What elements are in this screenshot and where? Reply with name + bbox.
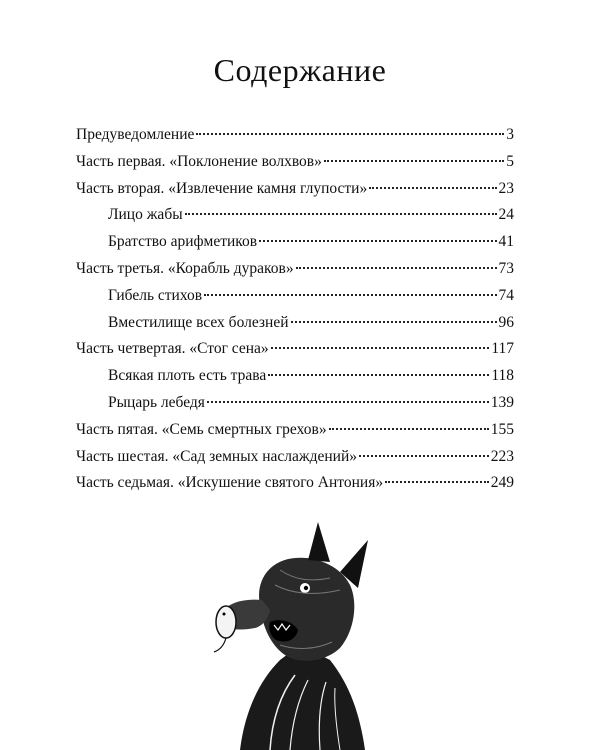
toc-entry-label: Часть первая. «Поклонение волхвов» (76, 152, 322, 170)
toc-entry-page: 23 (498, 179, 514, 197)
toc-entry-page: 73 (498, 259, 514, 277)
toc-leader-dots (329, 428, 489, 430)
toc-subentry[interactable] (76, 363, 514, 390)
toc-leader-dots (385, 481, 489, 483)
toc-entry[interactable] (76, 122, 514, 149)
toc-entry-page: 41 (498, 233, 514, 251)
toc-entry[interactable] (76, 444, 514, 471)
toc-entry[interactable] (76, 336, 514, 363)
toc-leader-dots (259, 240, 496, 242)
toc-leader-dots (207, 401, 489, 403)
toc-entry-label: Гибель стихов (108, 286, 203, 304)
toc-entry-page: 118 (491, 367, 514, 385)
toc-entry[interactable] (76, 417, 514, 444)
toc-leader-dots (185, 213, 497, 215)
creature-robe (240, 645, 365, 750)
toc-entry-label: Часть четвертая. «Стог сена» (76, 340, 269, 358)
toc-entry-page: 74 (498, 286, 514, 304)
toc-leader-dots (369, 187, 496, 189)
grotesque-creature-illustration (200, 510, 400, 750)
toc-entry[interactable] (76, 256, 514, 283)
toc-entry[interactable] (76, 149, 514, 176)
toc-entry-label: Часть шестая. «Сад земных наслаждений» (76, 447, 358, 465)
toc-entry-page: 155 (490, 420, 514, 438)
toc-entry[interactable] (76, 470, 514, 497)
toc-subentry[interactable] (76, 229, 514, 256)
toc-leader-dots (204, 294, 496, 296)
toc-entry-label: Всякая плоть есть трава (108, 367, 267, 385)
toc-leader-dots (291, 321, 497, 323)
toc-entry-page: 5 (506, 152, 514, 170)
toc-entry-label: Вместилище всех болезней (108, 313, 289, 331)
toc-leader-dots (324, 160, 504, 162)
toc-entry-page: 249 (490, 474, 514, 492)
toc-entry[interactable] (76, 176, 514, 203)
toc-entry-page: 96 (498, 313, 514, 331)
toc-subentry[interactable] (76, 202, 514, 229)
toc-entry-label: Часть вторая. «Извлечение камня глупости» (76, 179, 368, 197)
toc-subentry[interactable] (76, 390, 514, 417)
toc-leader-dots (271, 347, 490, 349)
toc-entry-page: 223 (490, 447, 514, 465)
toc-entry-page: 3 (506, 126, 514, 143)
toc-entry-label: Предуведомление (76, 126, 195, 143)
page-title: Содержание (213, 52, 387, 88)
left-ear (308, 522, 330, 562)
toc-leader-dots (268, 374, 489, 376)
toc-entry-page: 139 (490, 393, 514, 411)
toc-entry-label: Братство арифметиков (108, 233, 258, 251)
toc-entry-label: Часть седьмая. «Искушение святого Антония» (76, 474, 384, 492)
toc-leader-dots (359, 455, 489, 457)
toc-leader-dots (196, 133, 504, 135)
creature-head (259, 558, 354, 661)
toc-entry-label: Лицо жабы (108, 206, 183, 224)
table-of-contents (76, 122, 514, 497)
toc-entry-label: Рыцарь лебедя (108, 393, 205, 411)
toc-entry-label: Часть пятая. «Семь смертных грехов» (76, 420, 327, 438)
toc-subentry[interactable] (76, 310, 514, 337)
toc-entry-page: 24 (498, 206, 514, 224)
toc-entry-label: Часть третья. «Корабль дураков» (76, 259, 294, 277)
small-rodent (216, 606, 236, 638)
toc-leader-dots (296, 267, 497, 269)
toc-entry-page: 117 (491, 340, 514, 358)
toc-subentry[interactable] (76, 283, 514, 310)
